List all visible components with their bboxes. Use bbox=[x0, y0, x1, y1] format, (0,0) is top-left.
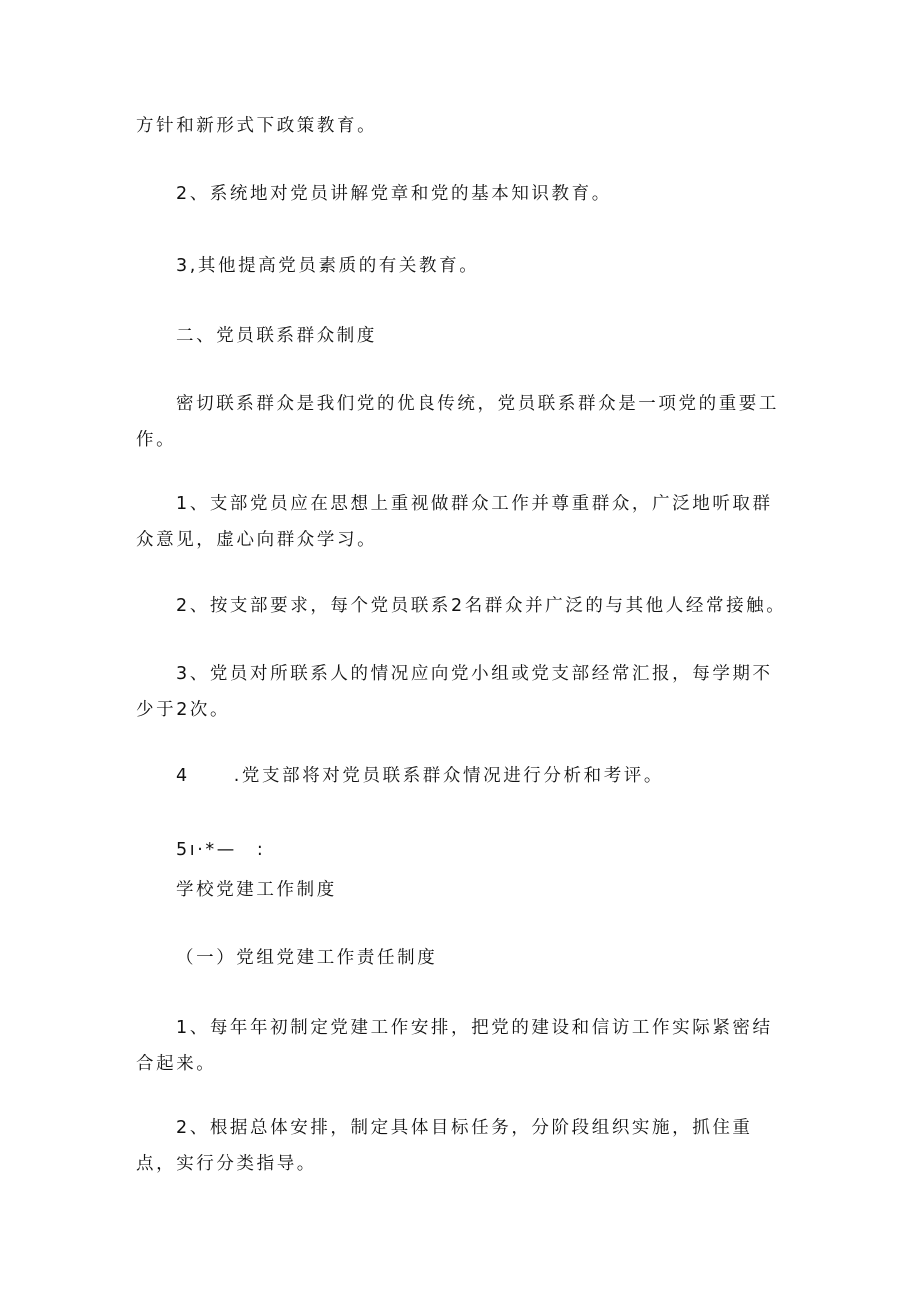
paragraph-item-1: 1、支部党员应在思想上重视做群众工作并尊重群众，广泛地听取群众意见，虚心向群众学习。 bbox=[136, 494, 773, 550]
paragraph-item-4 bbox=[176, 758, 664, 794]
paragraph-other-education: 3,其他提高党员素质的有关教育。 bbox=[176, 256, 480, 276]
paragraph-policy-education: 方针和新形式下政策教育。 bbox=[136, 116, 378, 136]
paragraph-item-3: 3、党员对所联系人的情况应向党小组或党支部经常汇报，每学期不少于2次。 bbox=[136, 664, 773, 720]
paragraph-target-tasks: 2、根据总体安排，制定具体目标任务，分阶段组织实施，抓住重点，实行分类指导。 bbox=[136, 1118, 753, 1174]
section-heading-responsibility: （一）党组党建工作责任制度 bbox=[176, 948, 438, 968]
paragraph-mass-contact-intro: 密切联系群众是我们党的优良传统，党员联系群众是一项党的重要工作。 bbox=[136, 394, 779, 450]
paragraph-item-2: 2、按支部要求，每个党员联系2名群众并广泛的与其他人经常接触。 bbox=[176, 596, 787, 616]
document-subtitle: 学校党建工作制度 bbox=[176, 880, 337, 900]
garbled-line: 5ı·*— : bbox=[176, 840, 266, 860]
item-4-number: 4 bbox=[176, 766, 190, 786]
section-heading-mass-contact: 二、党员联系群众制度 bbox=[176, 326, 377, 346]
paragraph-annual-plan: 1、每年年初制定党建工作安排，把党的建设和信访工作实际紧密结合起来。 bbox=[136, 1018, 773, 1074]
item-4-text: .党支部将对党员联系群众情况进行分析和考评。 bbox=[233, 766, 664, 786]
paragraph-party-constitution: 2、系统地对党员讲解党章和党的基本知识教育。 bbox=[176, 184, 612, 204]
